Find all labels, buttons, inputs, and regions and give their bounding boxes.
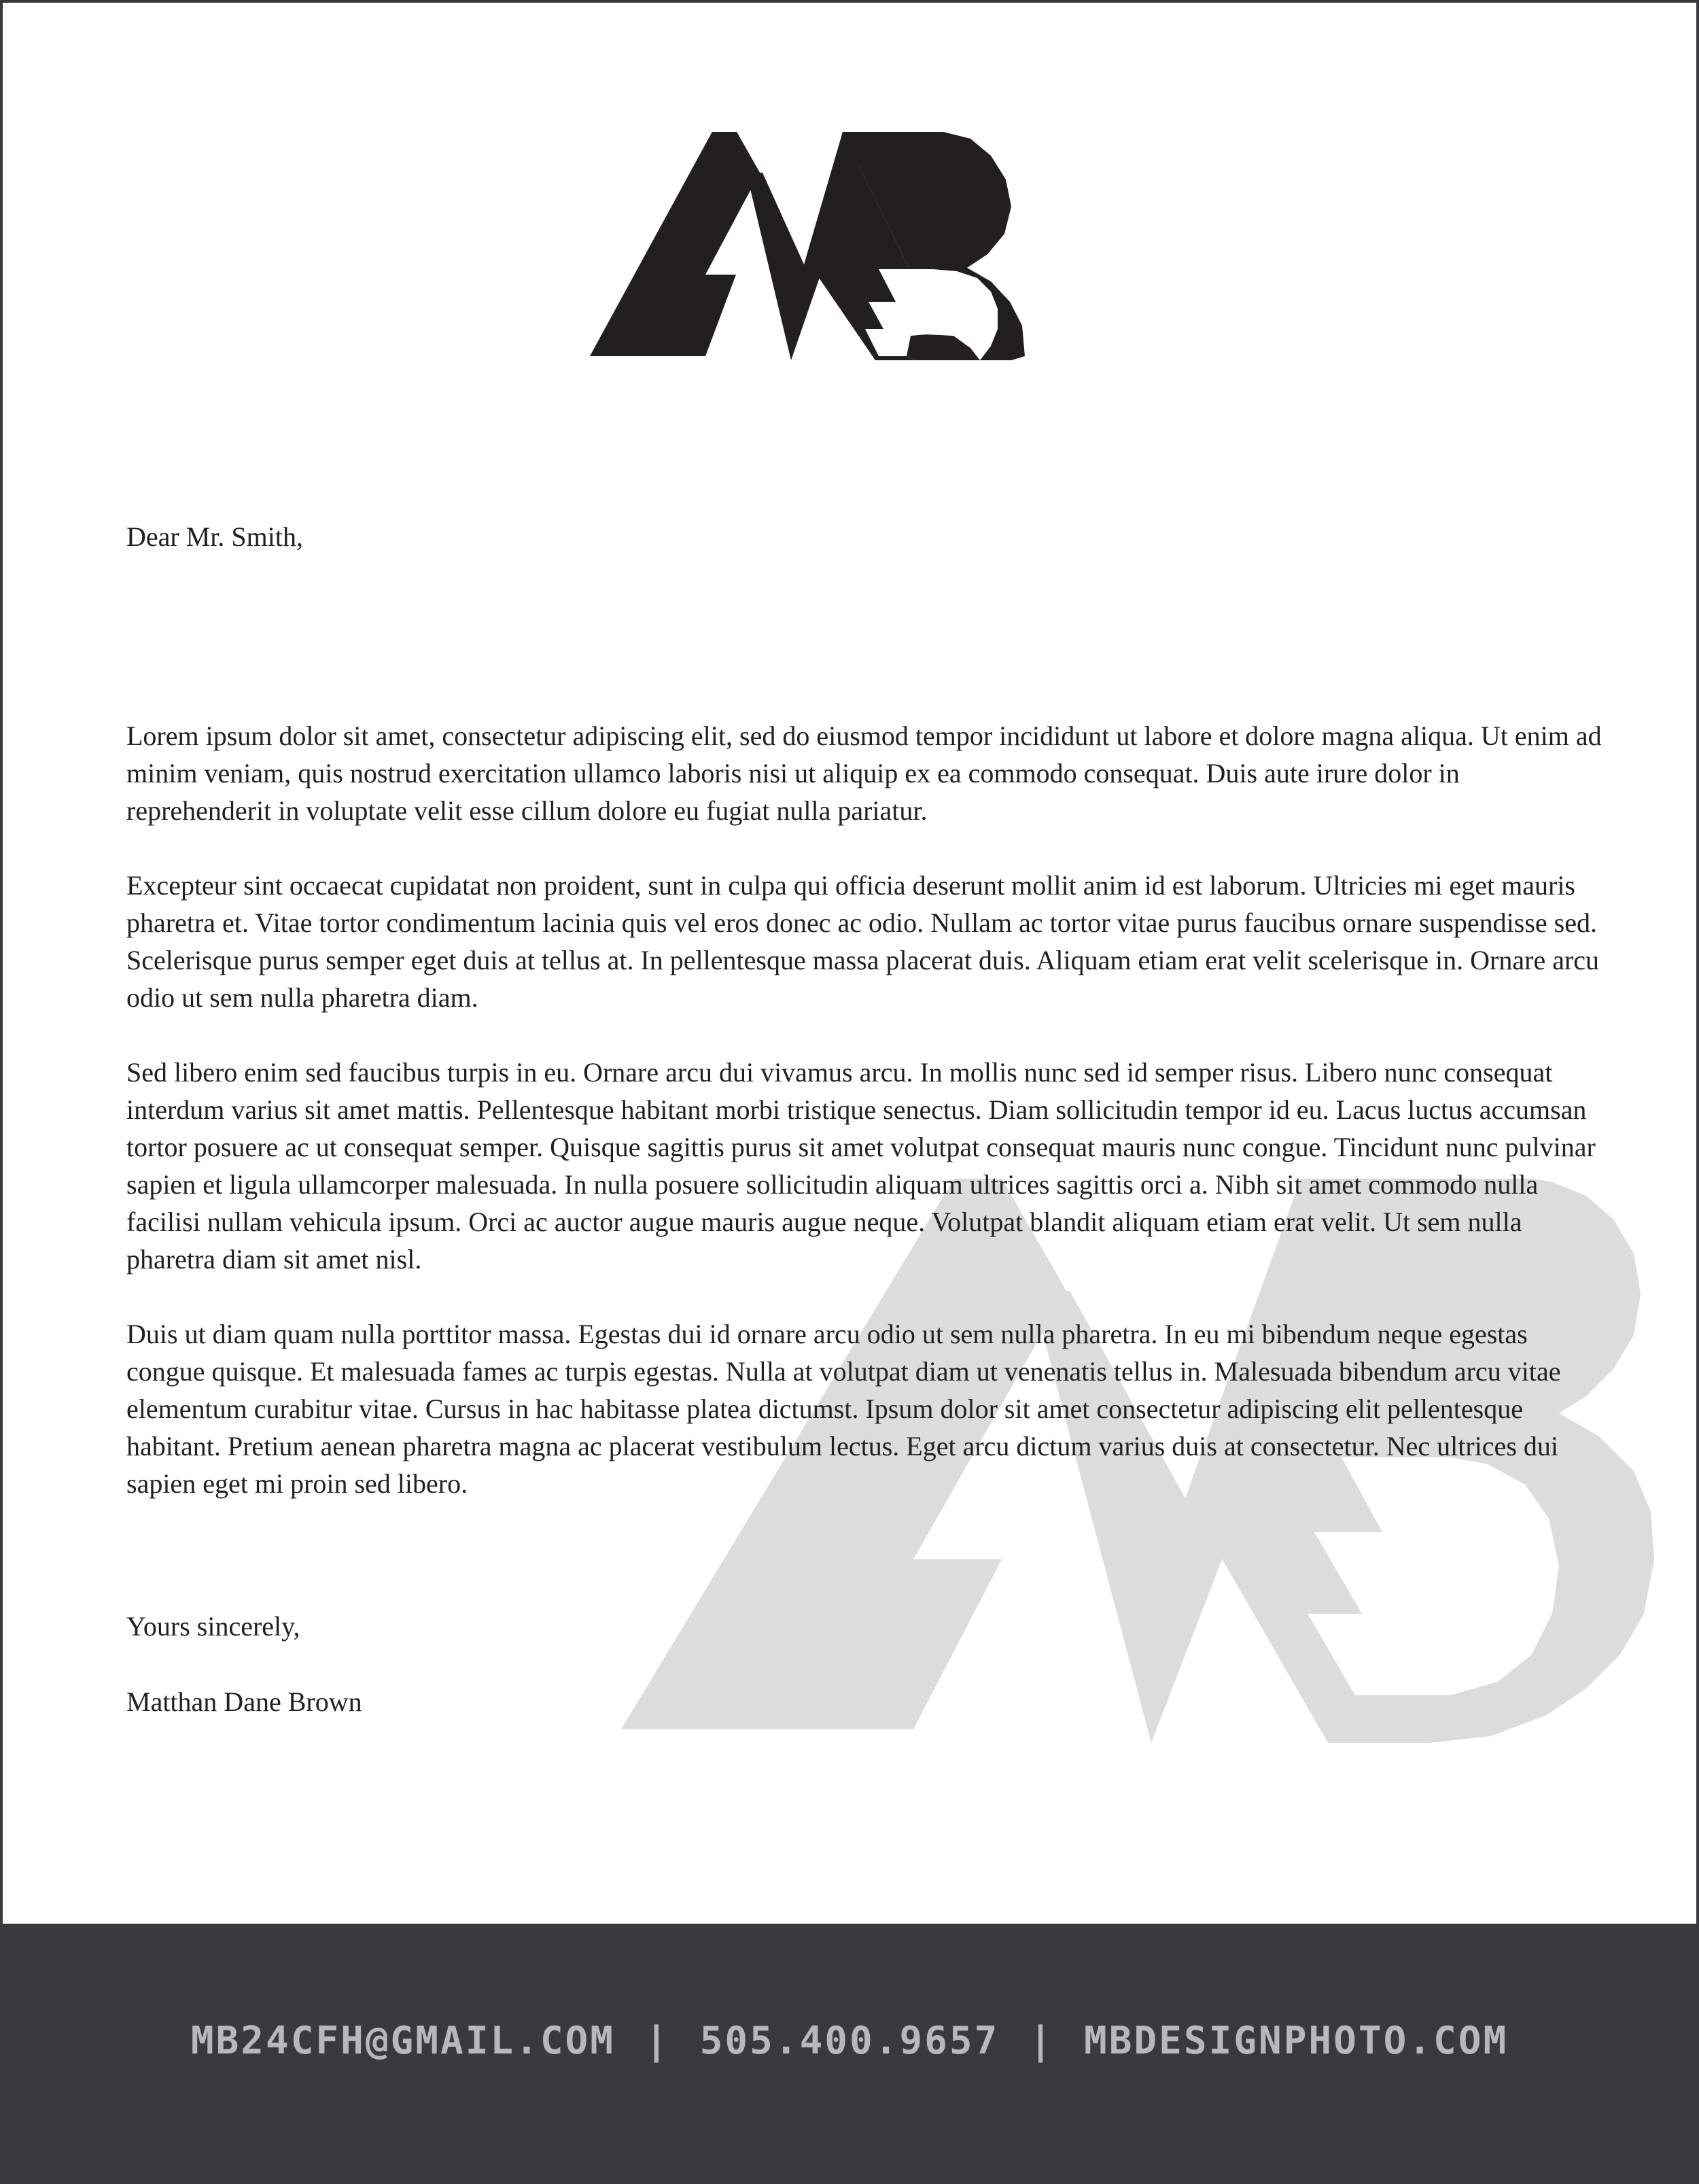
paragraph: Sed libero enim sed faucibus turpis in eu. Ornare arcu dui vivamus arcu. In mollis nunc sed id semper risus. Libero nunc consequat interdum varius sit amet mattis. Pellentesque habitant morbi tristique senectus. Diam sollicitudin tempor id eu. Lacus luctus accumsan tortor posuere ac ut consequat semper. Quisque sagittis purus sit amet volutpat consequat mauris nunc congue. Tincidunt nunc pulvinar sapien et ligula ullamcorper malesuada. In nulla posuere sollicitudin aliquam ultrices sagittis orci a. Nibh sit amet commodo nulla facilisi nullam vehicula ipsum. Orci ac auctor augue mauris augue neque. Volutpat blandit aliquam etiam erat velit. Ut sem nulla pharetra diam sit amet nisl.: [126, 1057, 1596, 1275]
separator: |: [1029, 2019, 1054, 2063]
paragraph: Duis ut diam quam nulla porttitor massa. Egestas dui id ornare arcu odio ut sem nulla pharetra. In eu mi bibendum neque egestas congue quisque. Et malesuada fames ac turpis egestas. Nulla at volutpat diam ut venenatis tellus in. Malesuada bibendum arcu vitae elementum curabitur vitae. Cursus in hac habitasse platea dictumst. Ipsum dolor sit amet consectetur adipiscing elit pellentesque habitant. Pretium aenean pharetra magna ac placerat vestibulum lectus. Eget arcu dictum varius duis at consectetur. Nec ultrices dui sapien eget mi proin sed libero.: [126, 1319, 1561, 1499]
website-link[interactable]: MBDESIGNPHOTO.COM: [1084, 2019, 1509, 2063]
salutation: Dear Mr. Smith,: [126, 521, 303, 552]
signature: Matthan Dane Brown: [126, 1686, 362, 1717]
paragraph: Excepteur sint occaecat cupidatat non proident, sunt in culpa qui officia deserunt mollit anim id est laborum. Ultricies mi eget mauris pharetra et. Vitae tortor condimentum lacinia quis vel eros donec ac odio. Nullam ac tortor vitae purus faucibus ornare suspendisse sed. Scelerisque purus semper eget duis at tellus at. In pellentesque massa placerat duis. Aliquam etiam erat velit scelerisque in. Ornare arcu odio ut sem nulla pharetra diam.: [126, 870, 1600, 1013]
footer-bar: [3, 1924, 1699, 2184]
letter-body: [126, 518, 1608, 1502]
brand-logo-shape: [590, 132, 1025, 360]
closing: Yours sincerely,: [126, 1611, 300, 1642]
brand-logo: [590, 132, 1043, 360]
letter-paragraphs: [126, 717, 1608, 1502]
paragraph: Lorem ipsum dolor sit amet, consectetur adipiscing elit, sed do eiusmod tempor incididunt ut labore et dolore magna aliqua. Ut enim ad minim veniam, quis nostrud exercitation ullamco laboris nisi ut aliquip ex ea commodo consequat. Duis aute irure dolor in reprehenderit in voluptate velit esse cillum dolore eu fugiat nulla pariatur.: [126, 721, 1602, 826]
separator: |: [644, 2019, 670, 2063]
email-link[interactable]: MB24CFH@GMAIL.COM: [190, 2019, 615, 2063]
phone-number[interactable]: 505.400.9657: [699, 2019, 1000, 2063]
contact-line: [3, 2019, 1696, 2063]
